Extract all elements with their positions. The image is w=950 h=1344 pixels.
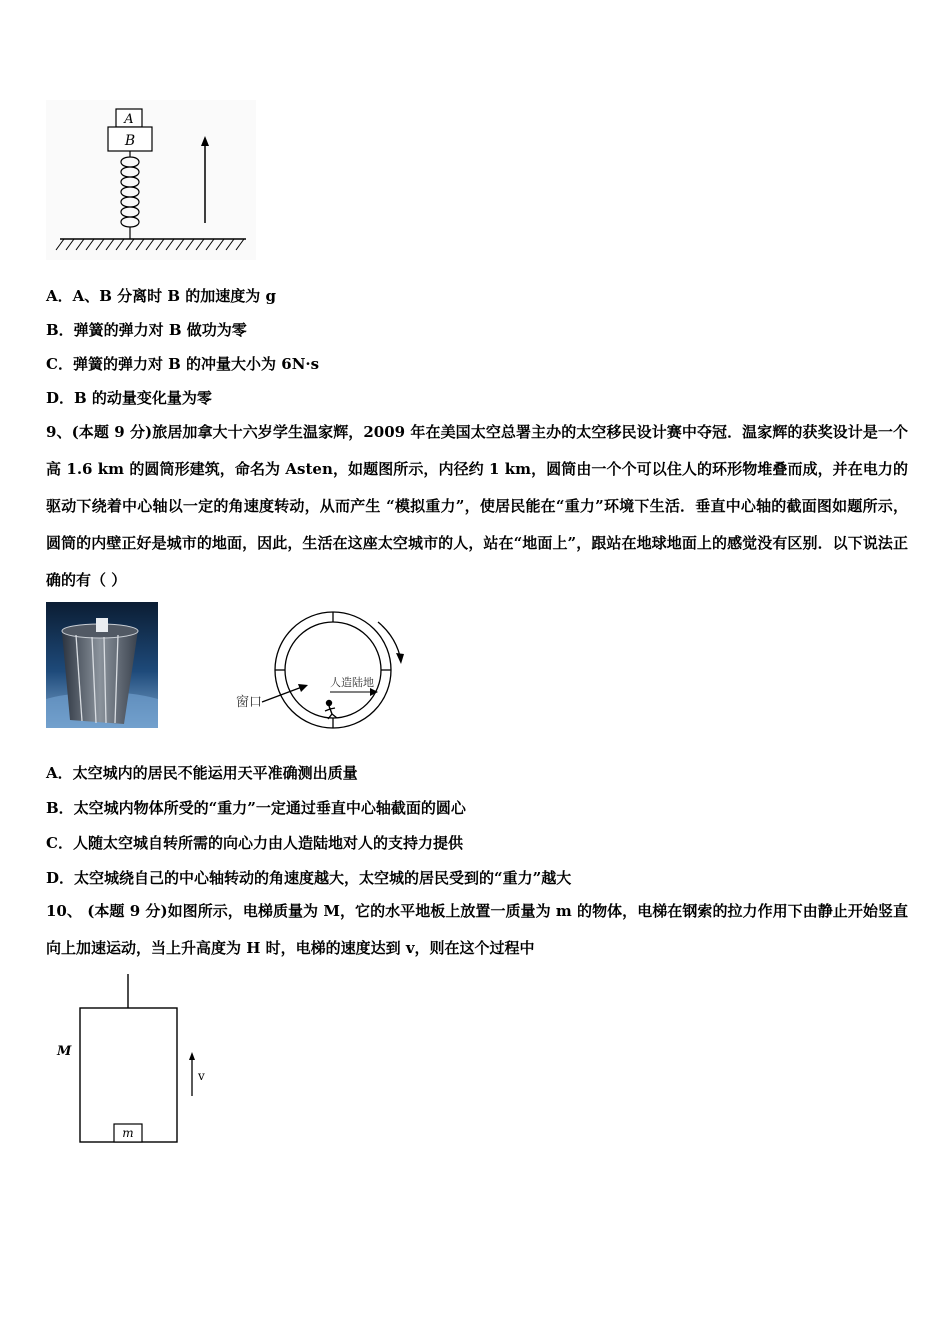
person-icon <box>325 701 337 720</box>
q9-option-c: C．人随太空城自转所需的向心力由人造陆地对人的支持力提供 <box>46 834 463 852</box>
ground-label: 人造陆地 <box>330 676 374 689</box>
q8-option-a: A．A、B 分离时 B 的加速度为 g <box>46 287 277 305</box>
object-mass-label: m <box>122 1126 134 1140</box>
elevator-mass-label: M <box>57 1044 72 1059</box>
block-b-label: B <box>124 133 136 149</box>
elevator-car <box>80 1008 177 1142</box>
q8-option-d: D．B 的动量变化量为零 <box>46 389 212 407</box>
velocity-label: v <box>198 1069 205 1083</box>
q10-stem: 10、 (本题 9 分)如图所示，电梯质量为 M，它的水平地板上放置一质量为 m 的物体，电梯在钢索的拉力作用下由静止开始竖直向上加速运动，当上升高度为 H 时，电梯的速度达到 v，则在这个过程中 <box>46 902 908 957</box>
space-city-photo <box>46 602 158 728</box>
q9-option-a: A．太空城内的居民不能运用天平准确测出质量 <box>46 764 358 782</box>
q9-option-d: D．太空城绕自己的中心轴转动的角速度越大，太空城的居民受到的“重力”越大 <box>46 869 572 887</box>
q8-option-b: B．弹簧的弹力对 B 做功为零 <box>46 321 247 339</box>
block-a-label: A <box>124 112 134 127</box>
window-label: 窗口 <box>236 695 263 710</box>
ring-section-diagram <box>228 606 408 736</box>
spring-blocks-figure <box>46 100 256 260</box>
elevator-figure <box>50 972 220 1148</box>
q9-stem: 9、(本题 9 分)旅居加拿大十六岁学生温家辉，2009 年在美国太空总署主办的太空移民设计赛中夺冠．温家辉的获奖设计是一个高 1.6 km 的圆筒形建筑，命名为 Asten，如题图所示，内径约 1 km，圆筒由一个个可以住人的环形物堆叠而成，并在电力的驱动下绕着中心轴以一定的角速度转动，从而产生 “模拟重力”，使居民能在“重力”环境下生活．垂直中心轴的截面图如题所示，圆筒的内壁正好是城市的地面，因此，生活在这座太空城市的人，站在“地面上”，跟站在地球地面上的感觉没有区别．以下说法正确的有（ ） <box>46 423 908 589</box>
q8-option-c: C．弹簧的弹力对 B 的冲量大小为 6N·s <box>46 355 320 373</box>
q9-option-b: B．太空城内物体所受的“重力”一定通过垂直中心轴截面的圆心 <box>46 799 466 817</box>
